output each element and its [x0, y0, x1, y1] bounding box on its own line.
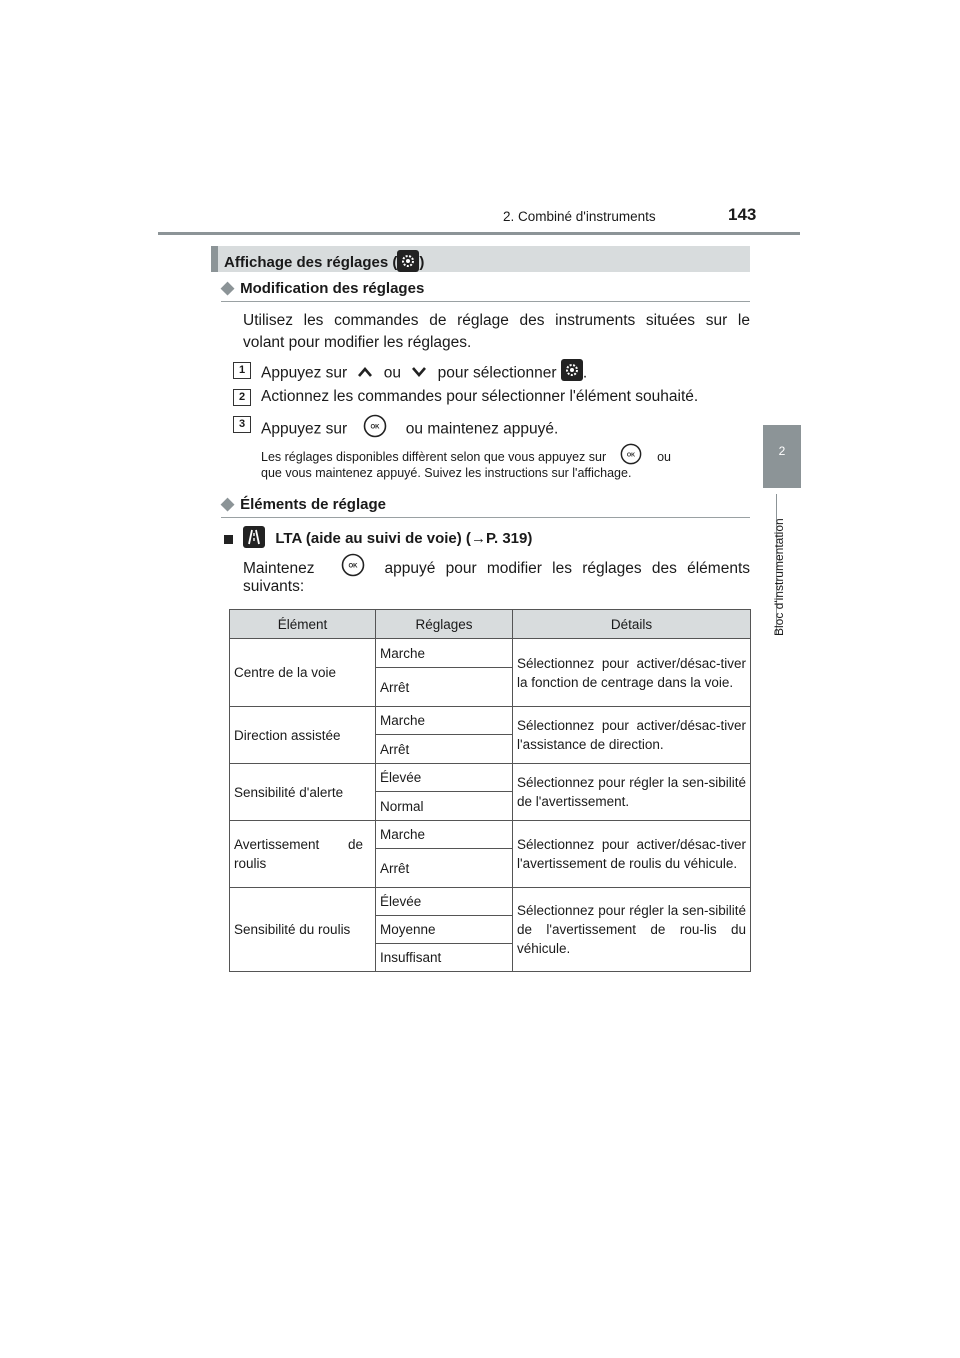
step-1-text-a: Appuyez sur [261, 364, 348, 382]
gear-icon [561, 359, 583, 388]
ok-label: OK [348, 563, 358, 570]
chevron-up-icon [357, 363, 373, 385]
maintain-text-a: Maintenez [243, 559, 315, 577]
step-1-text-b: ou [383, 364, 402, 382]
table-header-cell: Élément [230, 610, 376, 639]
step-number: 3 [233, 416, 251, 433]
step-3-text-a: Appuyez sur [261, 420, 348, 438]
chevron-down-icon [411, 363, 427, 385]
modification-heading-text: Modification des réglages [240, 280, 425, 297]
table-row [230, 764, 751, 792]
table-header-row [230, 610, 751, 639]
element-cell-text: Avertissement de roulis [234, 837, 363, 871]
details-cell: Sélectionnez pour activer/désac-tiver l'assistance de direction. [513, 707, 751, 764]
details-cell: Sélectionnez pour activer/désac-tiver la fonction de centrage dans la voie. [513, 639, 751, 707]
lta-page-ref[interactable]: P. 319) [485, 529, 533, 547]
element-cell: Centre de la voie [230, 639, 376, 707]
section-title-text: Affichage des réglages ( [224, 253, 398, 271]
chapter-tab-label: Bloc d'instrumentation [772, 518, 786, 636]
setting-cell: Normal [376, 792, 513, 821]
diamond-icon: ◆ [221, 494, 235, 513]
table-row [230, 639, 751, 668]
intro-line2: volant pour modifier les réglages. [243, 334, 472, 351]
table-row [230, 888, 751, 916]
setting-cell: Arrêt [376, 668, 513, 707]
chapter-tab: 2 [763, 425, 801, 488]
element-cell: Sensibilité du roulis [230, 888, 376, 972]
step-1 [261, 359, 587, 388]
lta-icon [243, 526, 265, 552]
element-cell: Direction assistée [230, 707, 376, 764]
step-number: 1 [233, 362, 251, 379]
note-text-b: ou [657, 449, 672, 464]
element-cell: Sensibilité d'alerte [230, 764, 376, 821]
setting-cell: Marche [376, 821, 513, 849]
settings-table [229, 609, 751, 972]
header-rule [158, 232, 800, 235]
modification-heading [221, 278, 424, 298]
details-cell: Sélectionnez pour régler la sen-sibilité de l'avertissement. [513, 764, 751, 821]
details-cell: Sélectionnez pour régler la sen-sibilité de l'avertissement de rou-lis du véhicule. [513, 888, 751, 972]
setting-cell: Élevée [376, 888, 513, 916]
note-line2: que vous maintenez appuyé. Suivez les instructions sur l'affichage. [261, 466, 632, 480]
page-number: 143 [728, 205, 757, 224]
setting-cell: Élevée [376, 764, 513, 792]
table-row [230, 821, 751, 849]
square-bullet-icon [224, 535, 233, 544]
step-2: Actionnez les commandes pour sélectionner l'élément souhaité. [261, 388, 699, 405]
ok-button-icon [341, 553, 365, 584]
element-cell [230, 821, 376, 888]
table-header-cell: Détails [513, 610, 751, 639]
elements-heading-text: Éléments de réglage [240, 496, 386, 513]
running-header-section: 2. Combiné d'instruments [503, 209, 656, 224]
step-3 [261, 414, 558, 445]
elements-rule [221, 517, 750, 518]
modification-rule [221, 301, 750, 302]
setting-cell: Marche [376, 639, 513, 668]
diamond-icon: ◆ [221, 278, 235, 297]
elements-heading [221, 494, 386, 514]
gear-icon [397, 250, 419, 276]
setting-cell: Moyenne [376, 916, 513, 944]
setting-cell: Insuffisant [376, 944, 513, 972]
step-1-text-c: pour sélectionner [437, 364, 557, 382]
note-text-a: Les réglages disponibles diffèrent selon que vous appuyez sur [261, 449, 607, 464]
setting-cell: Arrêt [376, 735, 513, 764]
setting-cell: Arrêt [376, 849, 513, 888]
maintain-line1 [243, 553, 750, 584]
lta-heading [224, 526, 532, 552]
details-cell: Sélectionnez pour activer/désac-tiver l'avertissement de roulis du véhicule. [513, 821, 751, 888]
ok-button-icon [363, 414, 387, 445]
step-number: 2 [233, 389, 251, 406]
ok-label: OK [370, 424, 380, 431]
step-3-text-b: ou maintenez appuyé. [405, 420, 559, 438]
step-1-text-d: . [582, 364, 588, 382]
table-row [230, 707, 751, 735]
ok-label: OK [626, 452, 635, 459]
maintain-text-b: appuyé pour modifier les réglages des éléments [384, 559, 750, 577]
intro-line1: Utilisez les commandes de réglage des instruments situées sur le [243, 312, 750, 329]
lta-title: LTA (aide au suivi de voie) ( [275, 529, 471, 547]
setting-cell: Marche [376, 707, 513, 735]
arrow-icon: → [470, 529, 486, 547]
maintain-line2: suivants: [243, 578, 305, 595]
section-title-close: ) [419, 253, 425, 271]
table-header-cell: Réglages [376, 610, 513, 639]
section-title [224, 250, 424, 276]
